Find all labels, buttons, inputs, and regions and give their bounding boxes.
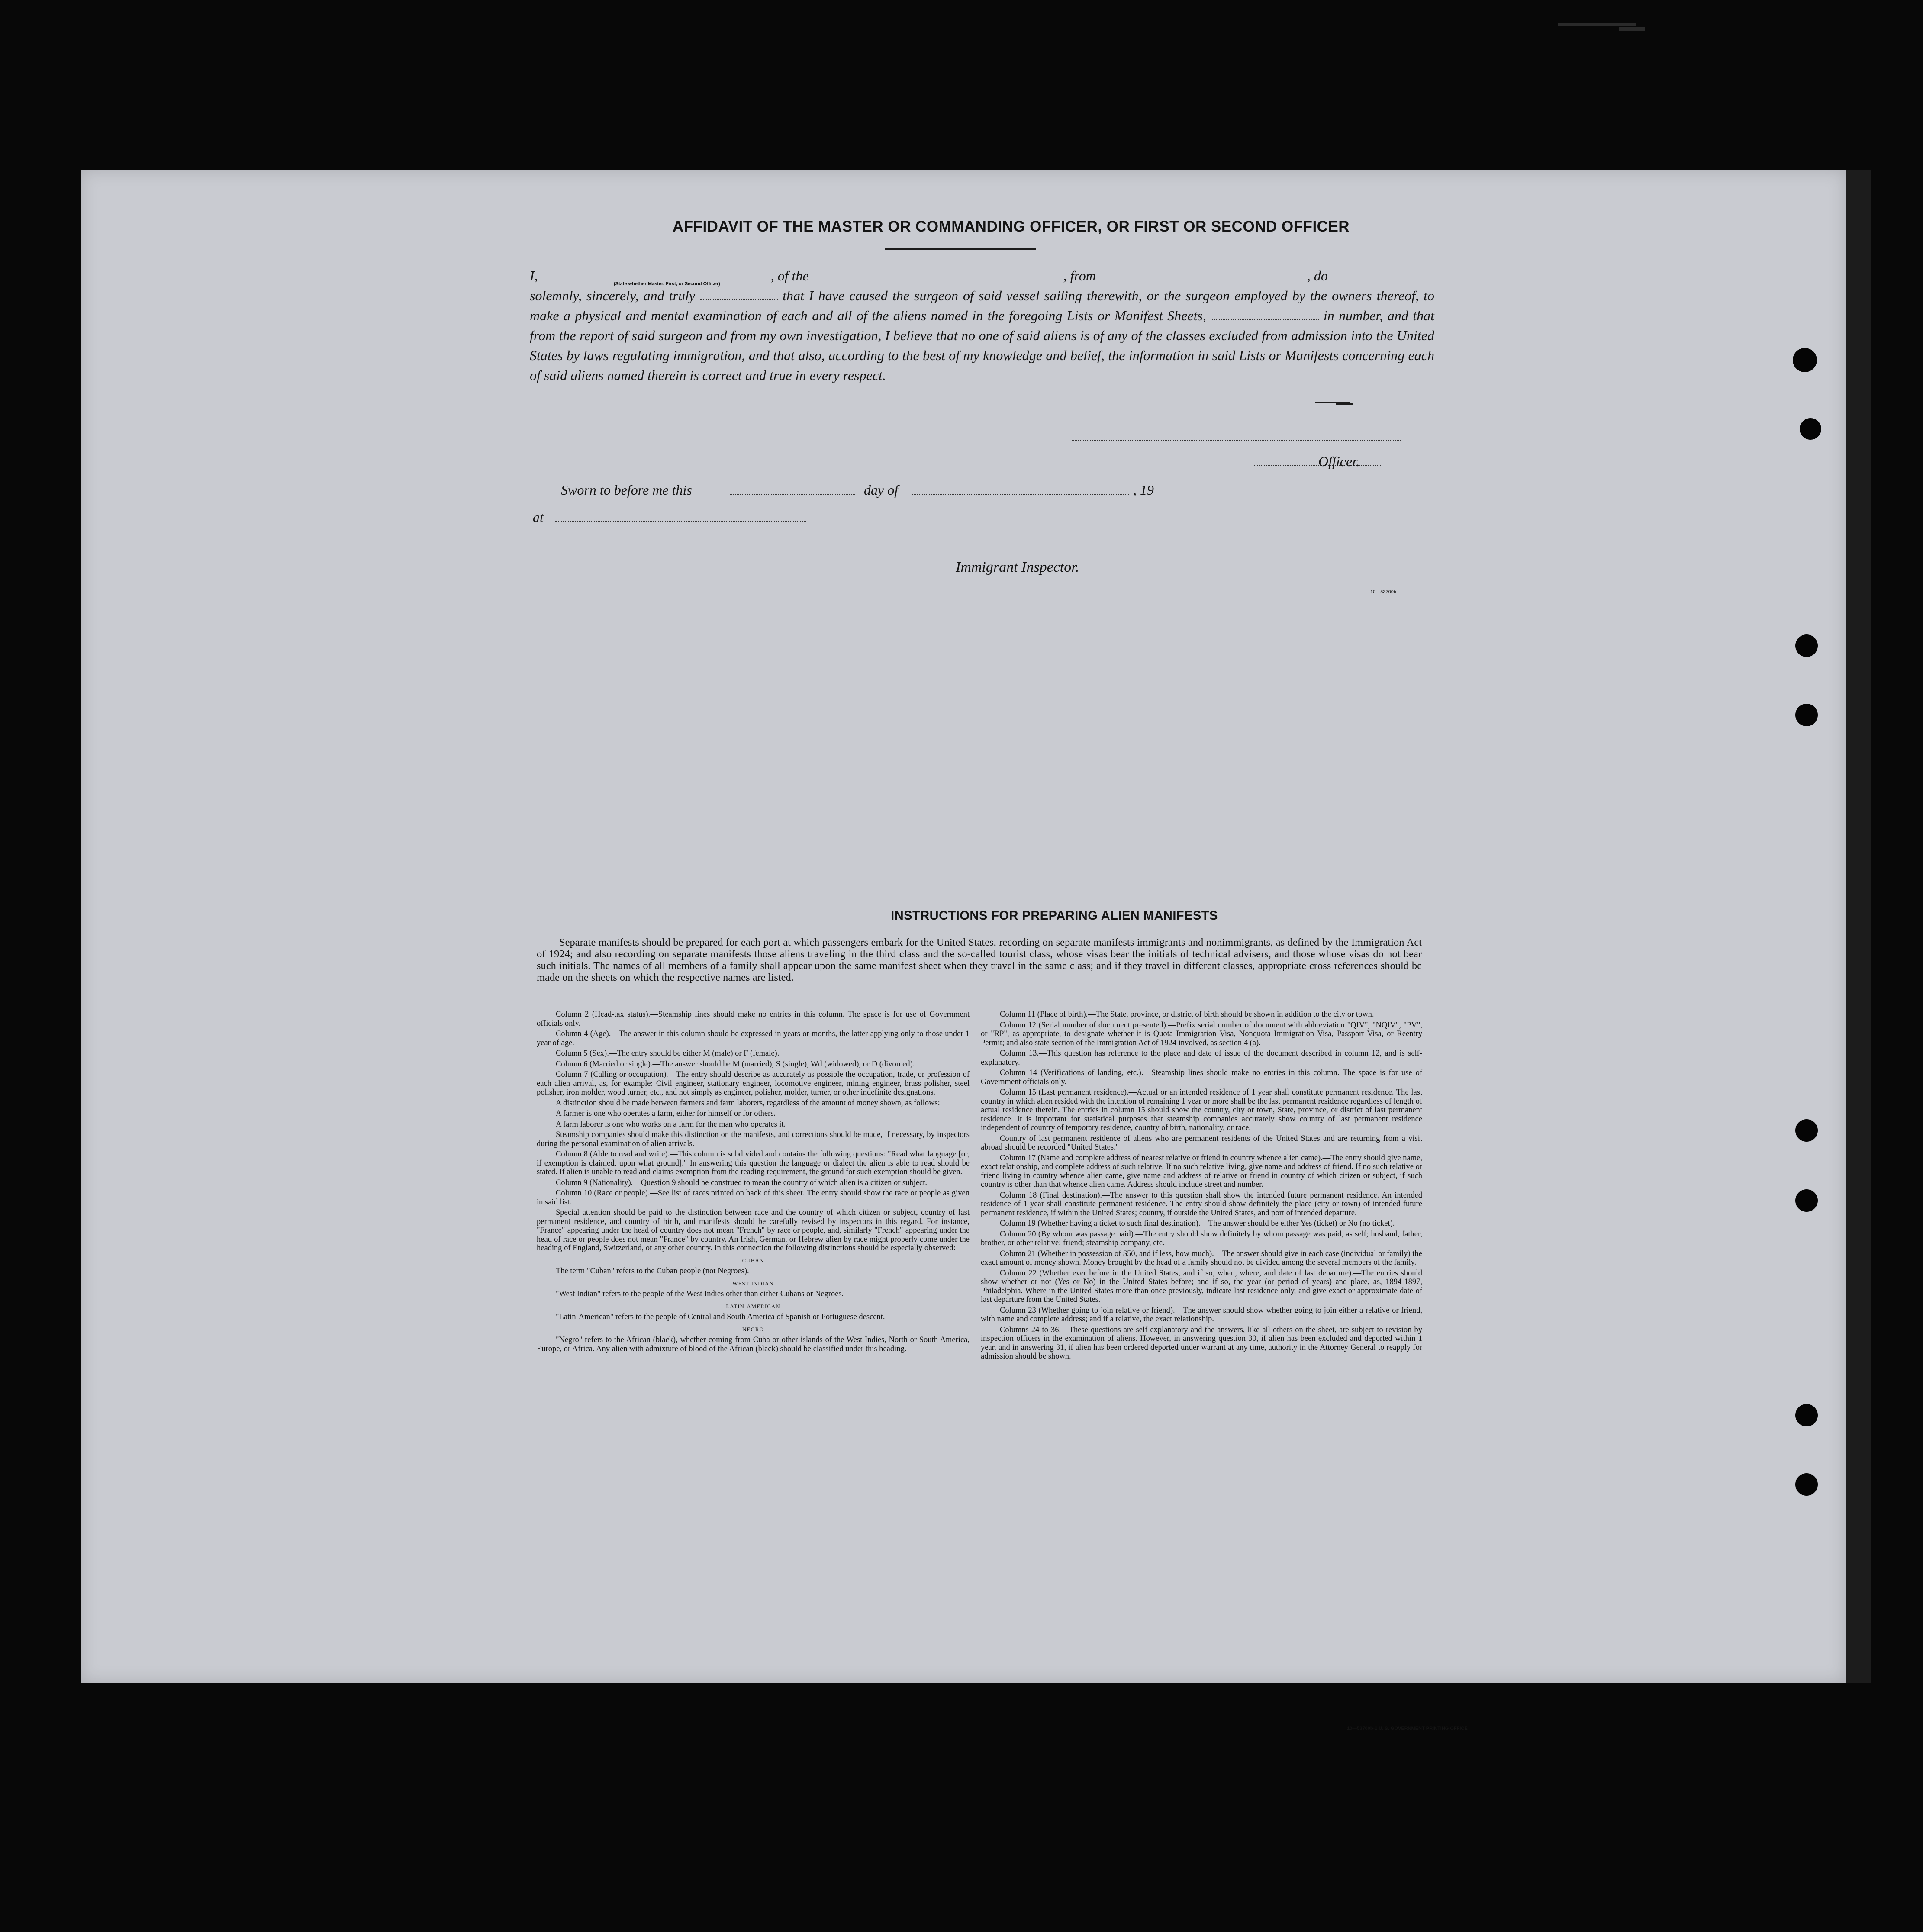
instruction-paragraph: Column 22 (Whether ever before in the United States; and if so, when, where, and date of last departure).—The entries should show whether or not (Yes or No) in the United States before; and if so, the year (or period of years) and place, as, 1894-1897, Philadelphia. Where in the United States more than once previously, indicate last residence only, and give exact or approximate date of last departure from the United States. — [981, 1269, 1422, 1304]
instruction-paragraph: Columns 24 to 36.—These questions are self-explanatory and the answers, like all others on the sheet, are subject to revision by inspection officers in the examination of aliens. However, in answering question 30, if alien has been excluded and deported within 1 year, and in answering 31, if alien has been ordered deported under warrant at any time, authority in the Attorney General to reapply for admission should be shown. — [981, 1325, 1422, 1361]
year-label: , 19 — [1133, 482, 1154, 498]
sworn-label: Sworn to before me this — [561, 482, 692, 498]
instruction-paragraph: A farmer is one who operates a farm, either for himself or for others. — [556, 1109, 776, 1118]
text-latin-american: "Latin-American" refers to the people of Central and South America of Spanish or Portuguese descent. — [556, 1313, 885, 1321]
instruction-paragraph: Column 20 (By whom was passage paid).—The entry should show definitely by whom passage was paid, as self; husband, father, brother, or other relative; friend; steamship company, etc. — [981, 1230, 1422, 1247]
instruction-paragraph: Column 15 (Last permanent residence).—Actual or an intended residence of 1 year shall constitute permanent residence. The last country in which alien resided with the intention of remaining 1 year or more shall be the last permanent residence regardless of length of actual residence therein. The entries in column 15 should show the country, city or town, State, province, or district of last permanent residence. It is important for statistical purposes that steamship companies accurately show country of last permanent residence independent of country of temporary residence, country of birth, nationality, or race. — [981, 1088, 1422, 1132]
instruction-paragraph: Steamship companies should make this distinction on the manifests, and corrections should be made, if necessary, by inspectors during the personal examination of alien arrivals. — [537, 1130, 970, 1148]
instructions-right-column — [981, 1010, 1422, 1363]
instruction-paragraph: Column 21 (Whether in possession of $50, and if less, how much).—The answer should give in each case (individual or family) the exact amount of money shown. Money brought by the head of a family should not be divided among the several members of the family. — [981, 1249, 1422, 1267]
binder-hole — [1795, 634, 1818, 657]
binder-hole — [1800, 418, 1821, 440]
binder-hole — [1795, 1404, 1818, 1426]
instruction-paragraph: A farm laborer is one who works on a farm for the man who operates it. — [556, 1120, 786, 1129]
sworn-month-field[interactable] — [912, 493, 1129, 495]
instruction-paragraph: Column 17 (Name and complete address of nearest relative or friend in country whence alien came).—The entry should give name, exact relationship, and complete address of such relative. If no such relative living, give name and address of friend. If no such relative or friend living in country whence alien came, give name and address of relative or friend in country of which citizen or subject, if such country is other than that whence alien came. Address should include street and number. — [981, 1153, 1422, 1189]
vessel-name-field[interactable] — [812, 267, 1063, 280]
text-cuban: The term "Cuban" refers to the Cuban people (not Negroes). — [556, 1267, 749, 1275]
form-number: 10—53700b — [1370, 589, 1396, 595]
at-label: at — [533, 509, 544, 525]
instructions-title: INSTRUCTIONS FOR PREPARING ALIEN MANIFESTS — [891, 909, 1218, 923]
text-negro: "Negro" refers to the African (black), whether coming from Cuba or other islands of the West Indies, North or South America, Europe, or Africa. Any alien with admixture of blood of the African (black) should be classified under this heading. — [537, 1336, 970, 1353]
instruction-paragraph: A distinction should be made between farmers and farm laborers, regardless of the amount of money shown, as follows: — [556, 1098, 940, 1108]
instructions-left-column — [537, 1010, 970, 1355]
instruction-paragraph: Column 23 (Whether going to join relative or friend).—The answer should show whether going to join either a relative or friend, with name and complete address; and if a relative, the exact relationship. — [981, 1306, 1422, 1323]
heading-west-indian: WEST INDIAN — [732, 1280, 774, 1287]
page-edge-shadow — [1846, 170, 1871, 1683]
heading-latin-american: LATIN-AMERICAN — [726, 1303, 780, 1310]
scan-edge-mark — [1558, 23, 1636, 26]
officer-title-line[interactable] — [1253, 464, 1382, 466]
instruction-paragraph: Column 12 (Serial number of document presented).—Prefix serial number of document with abbreviation "QIV", "NQIV", "PV", or "RP", as appropriate, to designate whether it is Quota Immigration Visa, Nonquota Immigration Visa, Passport Visa, or Reentry Permit; and also state section of the Immigration Act of 1924 involved, as section 4 (a). — [981, 1021, 1422, 1047]
instruction-paragraph: Column 5 (Sex).—The entry should be either M (male) or F (female). — [556, 1049, 780, 1058]
sheet-count-field[interactable] — [1211, 307, 1319, 320]
binder-hole — [1793, 348, 1817, 372]
affidavit-text-part1: that I have caused the surgeon of said vessel sailing therewith, or the surgeon employed by the owners thereof, to make a physical and mental examination of each and all of the aliens named in the foregoing Lists or Manifest Sheets, — [530, 288, 1435, 323]
word-do: , do — [1307, 268, 1328, 283]
document-page — [81, 170, 1846, 1731]
word-i: I, — [530, 268, 538, 283]
word-from: , from — [1063, 268, 1096, 283]
pen-mark — [1336, 403, 1353, 405]
instruction-paragraph: Column 8 (Able to read and write).—This column is subdivided and contains the following questions: "Read what language [or, if exemption is claimed, upon what ground]." In answering this question the language or dialect the alien is able to read should be stated. If alien is unable to read and claims exemption from the reading requirement, the ground for such exemption should be given. — [537, 1150, 970, 1176]
instruction-paragraph: Country of last permanent residence of aliens who are permanent residents of the United States and are returning from a visit abroad should be recorded "United States." — [981, 1134, 1422, 1152]
officer-signature-line[interactable] — [1072, 439, 1401, 441]
affidavit-text-part2: in number, and that from the report of said surgeon and from my own investigation, I believe that no one of said aliens is of any of the classes excluded from admission into the United States by laws regulating immigration, and that also, according to the best of my knowledge and belief, the information in said Lists or Manifests concerning each of said aliens named therein is correct and true in every respect. — [530, 308, 1435, 383]
instruction-paragraph: Column 14 (Verifications of landing, etc.).—Steamship lines should make no entries in this column. The space is for use of Government officials only. — [981, 1069, 1422, 1086]
officer-label: Officer. — [1318, 454, 1360, 469]
binder-hole — [1795, 1473, 1818, 1496]
binder-hole — [1795, 1189, 1818, 1212]
sworn-day-field[interactable] — [730, 493, 855, 495]
day-of-label: day of — [864, 482, 899, 498]
binder-hole — [1795, 704, 1818, 726]
instructions-intro: Separate manifests should be prepared for each port at which passengers embark for the United States, recording on separate manifests immigrants and nonimmigrants, as defined by the Immigration Act of 1924; and also recording on separate manifests those aliens traveling in the third class and the so-called tourist class, whose visas bear the initials of technical advisers, and those whose visas do not bear such initials. The names of all members of a family shall appear upon the same manifest sheet when they travel in the same class; and if they travel in different classes, appropriate cross references should be made on the sheets on which the respective names are listed. — [537, 937, 1422, 983]
text-solemnly: solemnly, sincerely, and truly — [530, 288, 696, 303]
binder-hole — [1795, 1119, 1818, 1142]
inspector-label: Immigrant Inspector. — [956, 559, 1079, 575]
printing-office-imprint: 10—53700b-1 U. S. GOVERNMENT PRINTING OFFICE — [1347, 1726, 1468, 1731]
heading-cuban: CUBAN — [742, 1257, 764, 1264]
scan-edge-mark — [1619, 27, 1645, 31]
port-field[interactable] — [1099, 267, 1307, 280]
instruction-paragraph: Column 2 (Head-tax status).—Steamship lines should make no entries in this column. The space is for use of Government officials only. — [537, 1010, 970, 1028]
heading-negro: NEGRO — [742, 1326, 764, 1333]
text-west-indian: "West Indian" refers to the people of the West Indies other than either Cubans or Negroes. — [556, 1290, 844, 1298]
instruction-paragraph: Column 19 (Whether having a ticket to such final destination).—The answer should be either Yes (ticket) or No (no ticket). — [1000, 1219, 1395, 1228]
title-rule — [885, 248, 1036, 250]
instruction-paragraph: Column 4 (Age).—The answer in this column should be expressed in years or months, the latter applying only to those under 1 year of age. — [537, 1030, 970, 1047]
rank-note: (State whether Master, First, or Second Officer) — [614, 281, 720, 287]
instruction-paragraph: Column 7 (Calling or occupation).—The entry should describe as accurately as possible the occupation, trade, or profession of each alien arrival, as, for example: Civil engineer, stationary engineer, locomotive engineer, mining engineer, brass polisher, steel polisher, iron molder, wood turner, etc., and not simply as engineer, polisher, molder, turner, or other indefinite designations. — [537, 1070, 970, 1097]
instruction-paragraph: Column 9 (Nationality).—Question 9 should be construed to mean the country of which alien is a citizen or subject. — [556, 1178, 928, 1187]
word-of-the: , of the — [770, 268, 809, 283]
officer-name-field[interactable] — [541, 267, 771, 280]
swear-field[interactable] — [700, 287, 778, 300]
instruction-paragraph: Special attention should be paid to the distinction between race and the country of which citizen or subject, country of last permanent residence, and country of birth, and manifests should be carefully revised by inspectors in this regard. For instance, "France" appearing under the head of country does not mean "French" by race or people, and, similarly "French" appearing under the head of race or people does not mean "France" by country. An Irish, German, or Hebrew alien by race might properly come under the heading of England, Switzerland, or any other country. In this connection the following distinctions should be especially observed: — [537, 1208, 970, 1253]
instruction-paragraph: Column 13.—This question has reference to the place and date of issue of the document described in column 12, and is self-explanatory. — [981, 1049, 1422, 1067]
instruction-paragraph: Column 10 (Race or people).—See list of races printed on back of this sheet. The entry should show the race or people as given in said list. — [537, 1189, 970, 1207]
instruction-paragraph: Column 6 (Married or single).—The answer should be M (married), S (single), Wd (widowed), or D (divorced). — [556, 1059, 915, 1069]
pen-mark — [1315, 402, 1350, 403]
affidavit-title: AFFIDAVIT OF THE MASTER OR COMMANDING OFFICER, OR FIRST OR SECOND OFFICER — [672, 218, 1350, 235]
place-field[interactable] — [555, 520, 806, 522]
instruction-paragraph: Column 18 (Final destination).—The answer to this question shall show the intended future permanent residence. An intended residence of 1 year shall constitute permanent residence. The entry should show definitely the place (city or town) of intended future permanent residence, if within the United States; country, if outside the United States, and port of intended departure. — [981, 1191, 1422, 1217]
instruction-paragraph: Column 11 (Place of birth).—The State, province, or district of birth should be shown in addition to the city or town. — [1000, 1010, 1374, 1019]
